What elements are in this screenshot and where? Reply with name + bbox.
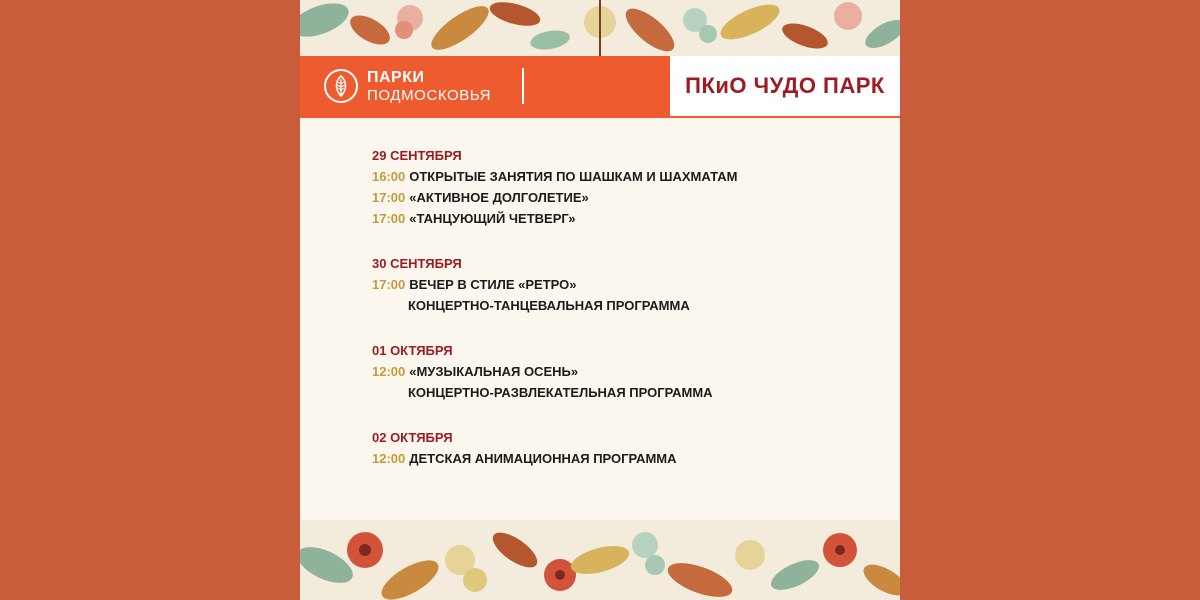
brand-logo — [300, 56, 670, 118]
floral-border-bottom — [300, 520, 900, 600]
event-item — [372, 361, 882, 403]
event-title: ОТКРЫТЫЕ ЗАНЯТИЯ ПО ШАШКАМ И ШАХМАТАМ — [409, 169, 738, 184]
event-time: 17:00 — [372, 211, 406, 226]
header-bar — [300, 56, 900, 118]
event-title: «АКТИВНОЕ ДОЛГОЛЕТИЕ» — [409, 190, 589, 205]
floral-pattern-top — [300, 0, 900, 56]
event-subtitle: КОНЦЕРТНО-ТАНЦЕВАЛЬНАЯ ПРОГРАММА — [408, 298, 690, 313]
event-title: ДЕТСКАЯ АНИМАЦИОННАЯ ПРОГРАММА — [409, 451, 677, 466]
brand-name — [367, 70, 491, 103]
schedule-day — [372, 146, 882, 229]
floral-pattern-bottom — [300, 520, 900, 600]
event-title: «ТАНЦУЮЩИЙ ЧЕТВЕРГ» — [409, 211, 576, 226]
event-title: «МУЗЫКАЛЬНАЯ ОСЕНЬ» — [409, 364, 579, 379]
event-subtitle: КОНЦЕРТНО-РАЗВЛЕКАТЕЛЬНАЯ ПРОГРАММА — [408, 385, 713, 400]
day-date: 02 ОКТЯБРЯ — [372, 430, 453, 445]
logo-divider — [522, 68, 524, 104]
brand-line-2: ПОДМОСКОВЬЯ — [367, 86, 492, 104]
event-item — [372, 274, 882, 316]
event-time: 12:00 — [372, 451, 406, 466]
event-item — [372, 208, 882, 229]
event-time: 16:00 — [372, 169, 406, 184]
event-time: 12:00 — [372, 364, 406, 379]
leaf-icon — [324, 69, 358, 103]
schedule-day — [372, 341, 882, 403]
day-date: 01 ОКТЯБРЯ — [372, 343, 453, 358]
park-title: ПКиО ЧУДО ПАРК — [670, 56, 900, 118]
event-item — [372, 187, 882, 208]
poster-card — [300, 0, 900, 600]
event-item — [372, 166, 882, 187]
event-item — [372, 448, 882, 469]
event-schedule — [372, 146, 882, 494]
day-date: 30 СЕНТЯБРЯ — [372, 256, 462, 271]
brand-line-1: ПАРКИ — [367, 68, 425, 86]
event-time: 17:00 — [372, 277, 406, 292]
schedule-day — [372, 254, 882, 316]
schedule-day — [372, 428, 882, 469]
floral-border-top — [300, 0, 900, 56]
day-date: 29 СЕНТЯБРЯ — [372, 148, 462, 163]
event-title: ВЕЧЕР В СТИЛЕ «РЕТРО» — [409, 277, 577, 292]
event-time: 17:00 — [372, 190, 406, 205]
